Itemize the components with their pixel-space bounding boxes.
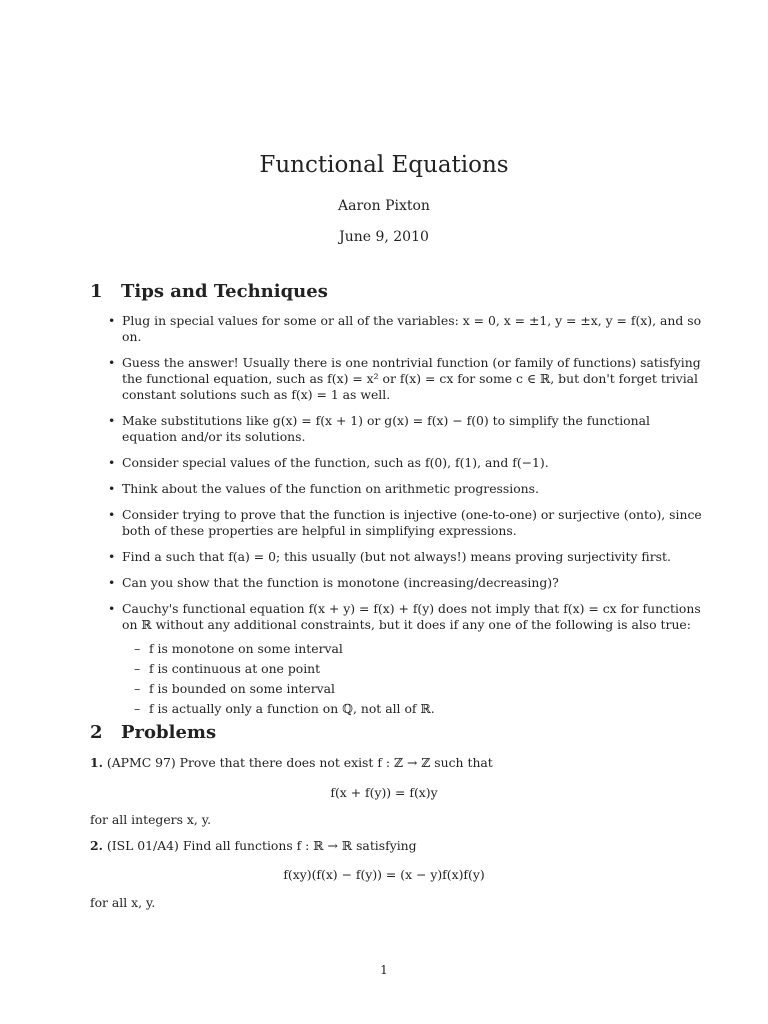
document-date: June 9, 2010 <box>339 229 429 245</box>
condition-item: – f is actually only a function on ℚ, not all of ℝ. <box>134 701 704 717</box>
cauchy-conditions-list <box>122 641 704 717</box>
problem-text: (ISL 01/A4) Find all functions f : ℝ → ℝ satisfying <box>106 838 417 853</box>
problem-number: 1. <box>90 755 103 770</box>
problem-1-statement <box>90 755 700 771</box>
section-title: Problems <box>121 722 217 743</box>
tip-text: Cauchy's functional equation f(x + y) = f(x) + f(y) does not imply that f(x) = cx for functions on ℝ without any additional constraints, but it does if any one of the following is also true: <box>122 601 701 632</box>
tip-item: • Plug in special values for some or all of the variables: x = 0, x = ±1, y = ±x, y = f(x), and so on. <box>106 313 704 345</box>
tip-item: • Consider special values of the function, such as f(0), f(1), and f(−1). <box>106 455 704 471</box>
tip-item: • Make substitutions like g(x) = f(x + 1) or g(x) = f(x) − f(0) to simplify the functional equation and/or its solutions. <box>106 413 704 445</box>
section-number: 1 <box>90 281 103 302</box>
tip-item: • Think about the values of the function on arithmetic progressions. <box>106 481 704 497</box>
document-title: Functional Equations <box>259 152 509 178</box>
tip-item: • Can you show that the function is monotone (increasing/decreasing)? <box>106 575 704 591</box>
page-number: 1 <box>380 963 388 977</box>
section-heading-problems <box>90 722 216 743</box>
problem-2-equation: f(xy)(f(x) − f(y)) = (x − y)f(x)f(y) <box>283 867 485 882</box>
tip-item-cauchy <box>106 601 704 717</box>
problem-1-footnote: for all integers x, y. <box>90 812 212 827</box>
tip-item: • Find a such that f(a) = 0; this usually (but not always!) means proving surjectivity first. <box>106 549 704 565</box>
condition-item: – f is bounded on some interval <box>134 681 704 697</box>
section-title: Tips and Techniques <box>121 281 328 302</box>
problem-number: 2. <box>90 838 103 853</box>
condition-item: – f is monotone on some interval <box>134 641 704 657</box>
problem-2-footnote: for all x, y. <box>90 895 156 910</box>
problem-text: (APMC 97) Prove that there does not exist f : ℤ → ℤ such that <box>106 755 493 770</box>
condition-item: – f is continuous at one point <box>134 661 704 677</box>
section-number: 2 <box>90 722 103 743</box>
problem-1-equation: f(x + f(y)) = f(x)y <box>330 785 438 800</box>
section-heading-tips <box>90 281 328 302</box>
tips-list <box>106 313 704 727</box>
tip-item: • Guess the answer! Usually there is one nontrivial function (or family of functions) satisfying the functional equation, such as f(x) = x² or f(x) = cx for some c ∈ ℝ, but don't forget trivial constant solutions such as f(x) = 1 as well. <box>106 355 704 403</box>
problem-2-statement <box>90 838 700 854</box>
tip-item: • Consider trying to prove that the function is injective (one-to-one) or surjective (onto), since both of these properties are helpful in simplifying expressions. <box>106 507 704 539</box>
author-name: Aaron Pixton <box>338 198 430 214</box>
